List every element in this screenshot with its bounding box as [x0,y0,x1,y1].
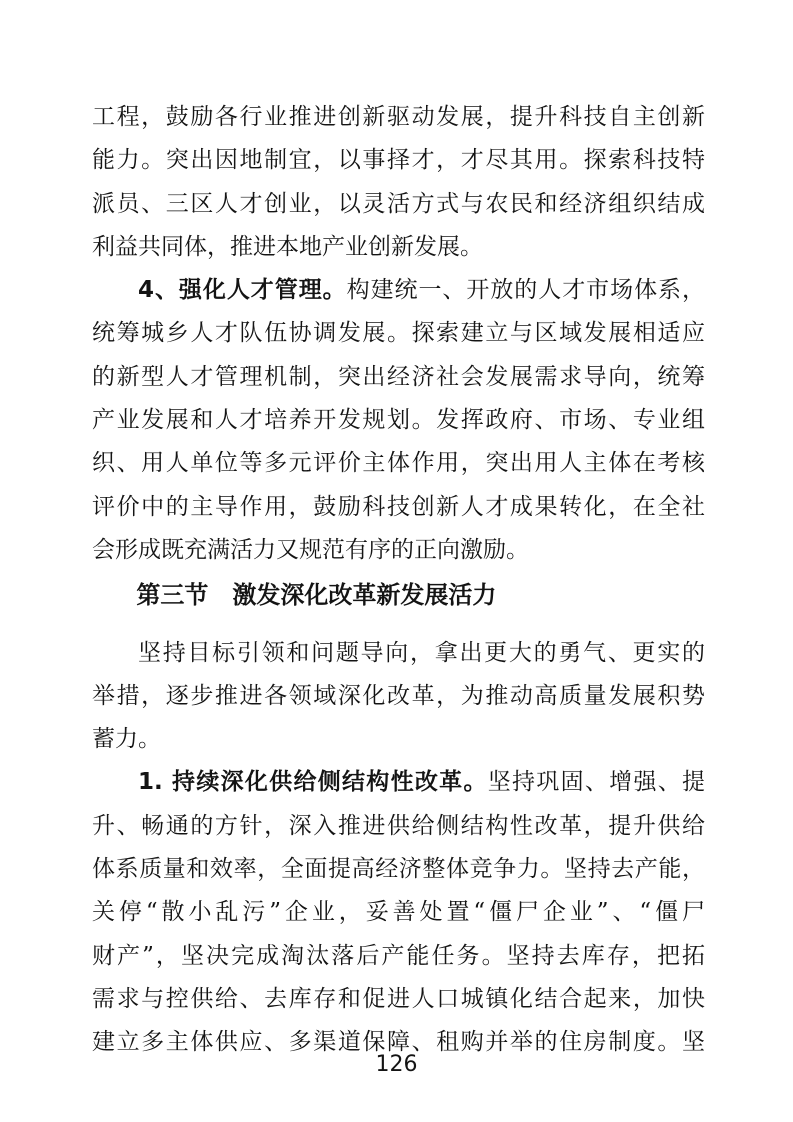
text-line: 升、畅通的方针，深入推进供给侧结构性改革，提升供给 [92,812,705,839]
bold-lead: 4、强化人才管理。 [138,277,347,304]
text-line: 的新型人才管理机制，突出经济社会发展需求导向，统筹 [92,363,705,390]
text-line: 1. 持续深化供给侧结构性改革。坚持巩固、增强、提 [138,769,706,796]
text-line: 坚持目标引领和问题导向，拿出更大的勇气、更实的 [138,639,705,666]
text-line: 派员、三区人才创业，以灵活方式与农民和经济组织结成 [92,190,705,217]
paragraph [92,632,705,762]
text-line: 评价中的主导作用，鼓励科技创新人才成果转化，在全社 [92,493,705,520]
text-line: 财产”，坚决完成淘汰落后产能任务。坚持去库存，把拓 [92,942,705,969]
text-line: 能力。突出因地制宜，以事择才，才尽其用。探索科技特 [92,147,705,174]
text-line [92,574,705,617]
section-heading [92,574,705,617]
text-line: 关停“散小乱污”企业，妥善处置“僵尸企业”、“僵尸 [92,899,705,926]
text-line: 工程，鼓励各行业推进创新驱动发展，提升科技自主创新 [92,104,705,130]
page-number: 126 [375,1052,418,1077]
bold-lead: 1. 持续深化供给侧结构性改革。 [138,769,488,796]
text-line: 统筹城乡人才队伍协调发展。探索建立与区域发展相适应 [92,320,705,347]
paragraph [92,96,705,269]
text-line: 4、强化人才管理。构建统一、开放的人才市场体系， [138,277,705,304]
text-line: 织、用人单位等多元评价主体作用，突出用人主体在考核 [92,450,705,477]
text-line: 体系质量和效率，全面提高经济整体竞争力。坚持去产能， [92,856,705,883]
text-line: 会形成既充满活力又规范有序的正向激励。 [92,536,529,563]
text-line: 产业发展和人才培养开发规划。发挥政府、市场、专业组 [92,407,705,434]
text-line: 建立多主体供应、多渠道保障、租购并举的住房制度。坚 [92,1029,705,1056]
heading-text: 第三节 激发深化改革新发展活力 [136,581,497,610]
text-line: 蓄力。 [92,726,161,753]
paragraph [92,761,705,1064]
text-line: 需求与控供给、去库存和促进人口城镇化结合起来，加快 [92,985,705,1012]
page-footer [0,1050,793,1080]
paragraph [92,269,705,572]
text-line: 利益共同体，推进本地产业创新发展。 [92,233,483,260]
document-body [92,96,705,1065]
text-line: 举措，逐步推进各领域深化改革，为推动高质量发展积势 [92,682,705,709]
